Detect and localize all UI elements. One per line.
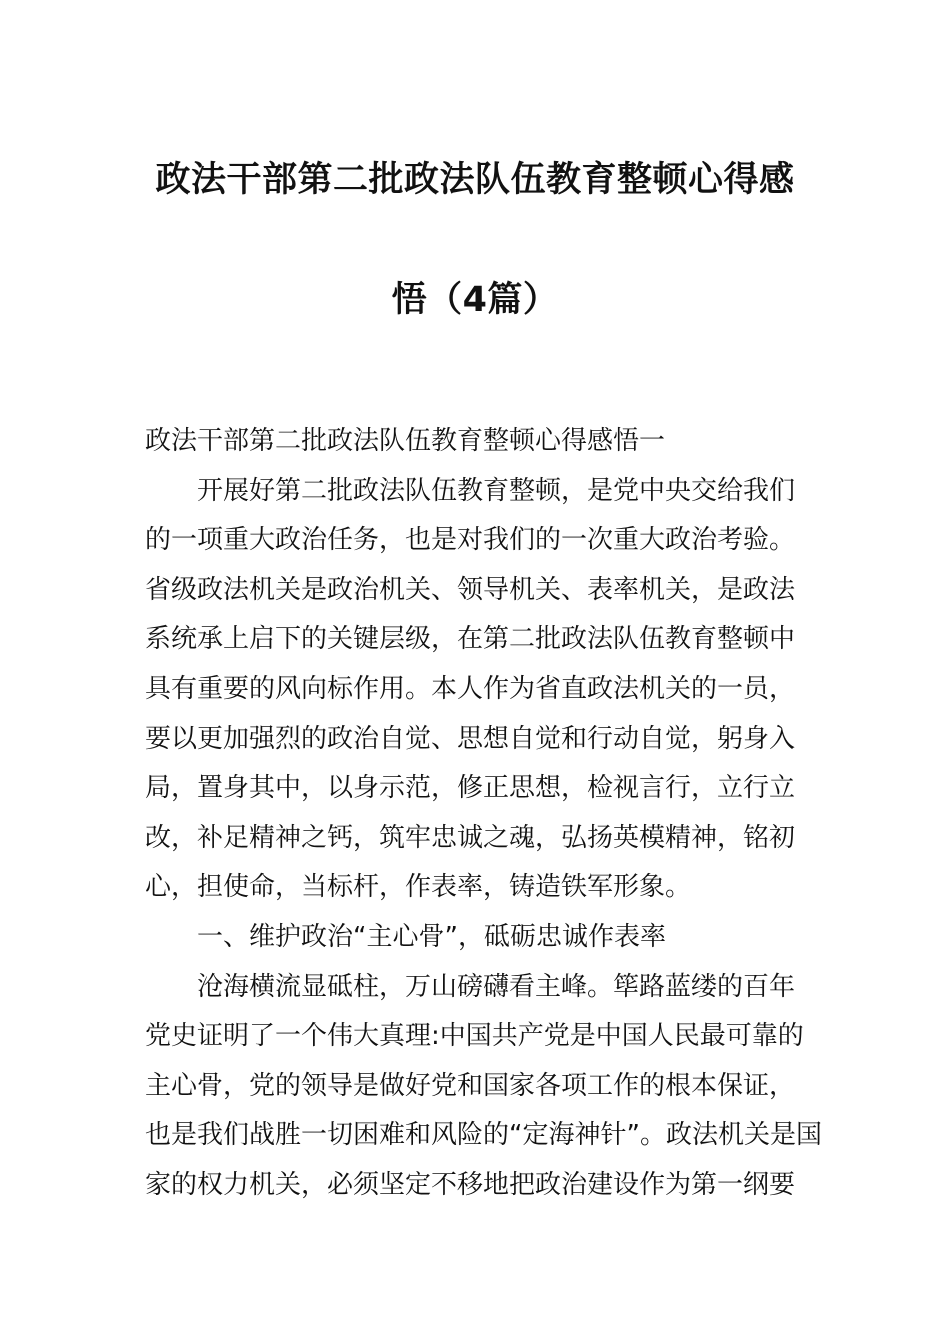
paragraph-line: 要以更加强烈的政治自觉、思想自觉和行动自觉，躬身入: [145, 723, 796, 754]
paragraph-line: 沧海横流显砥柱，万山磅礴看主峰。筚路蓝缕的百年: [197, 971, 796, 1002]
subsection-heading: 一、维护政治“主心骨”，砥砺忠诚作表率: [197, 921, 666, 952]
document-body: [145, 417, 822, 1211]
paragraph-line: 具有重要的风向标作用。本人作为省直政法机关的一员，: [145, 673, 796, 704]
paragraph-line: 主心骨，党的领导是做好党和国家各项工作的根本保证，: [145, 1070, 796, 1101]
paragraph-line: 局，置身其中，以身示范，修正思想，检视言行，立行立: [145, 773, 796, 804]
paragraph-line: 的一项重大政治任务，也是对我们的一次重大政治考验。: [145, 525, 796, 556]
paragraph-line: 党史证明了一个伟大真理:中国共产党是中国人民最可靠的: [145, 1021, 804, 1052]
section-heading: 政法干部第二批政法队伍教育整顿心得感悟一: [145, 426, 666, 456]
paragraph-line: 省级政法机关是政治机关、领导机关、表率机关，是政法: [145, 574, 796, 605]
document-title-line-2: 悟（4篇）: [391, 280, 559, 320]
paragraph-line: 也是我们战胜一切困难和风险的“定海神针”。政法机关是国: [145, 1120, 822, 1151]
paragraph-line: 心，担使命，当标杆，作表率，铸造铁军形象。: [145, 872, 692, 903]
paragraph-line: 开展好第二批政法队伍教育整顿，是党中央交给我们: [197, 475, 796, 506]
paragraph-line: 改，补足精神之钙，筑牢忠诚之魂，弘扬英模精神，铭初: [145, 822, 796, 853]
document-title-line-1: 政法干部第二批政法队伍教育整顿心得感: [155, 160, 795, 200]
paragraph-line: 家的权力机关，必须坚定不移地把政治建设作为第一纲要: [145, 1169, 796, 1200]
paragraph-line: 系统承上启下的关键层级，在第二批政法队伍教育整顿中: [145, 624, 796, 655]
